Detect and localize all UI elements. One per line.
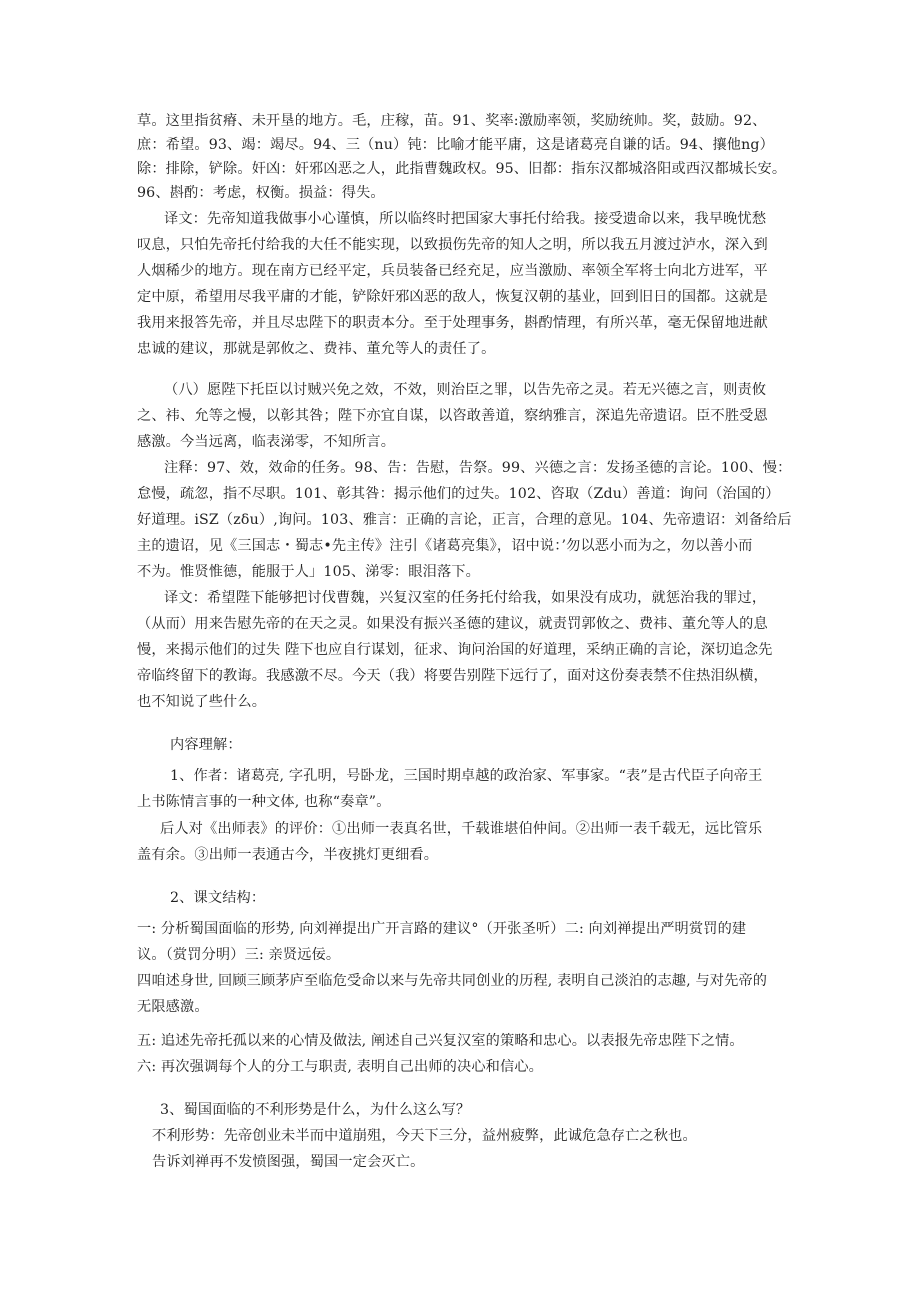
text-line: 不为。惟贤惟德，能服于人」105、涕零：眼泪落下。 (137, 564, 480, 580)
text-line: 一: 分析蜀国面临的形势, 向刘禅提出广开言路的建议°（开张圣听）二: 向刘禅提出严明赏罚的建 (137, 921, 747, 937)
text-line: 主的遗诏，见《三国志・蜀志•先主传》注引《诸葛亮集》，诏中说：’勿以恶小而为之，勿以善小而 (137, 538, 753, 554)
section-heading: 内容理解： (170, 737, 242, 753)
text-line: 四咱述身世, 回顾三顾茅庐至临危受命以来与先帝共同创业的历程, 表明自己淡泊的志趣, 与对先帝的 (137, 973, 768, 989)
text-line: 草。这里指贫瘠、未开垦的地方。毛，庄稼，苗。91、奖率:激励率领，奖励统帅。奖，鼓励。92、 (137, 113, 767, 129)
text-line: 注释：97、效，效命的任务。98、告：告慰，告祭。99、兴德之言：发扬圣德的言论。100、慢： (164, 460, 792, 476)
text-line: 议。（赏罚分明）三: 亲贤远佞。 (137, 947, 341, 963)
text-line: 之、祎、允等之慢，以彰其咎；陛下亦宜自谋，以咨敢善道，察纳雅言，深追先帝遗诏。臣不胜受恩 (137, 408, 768, 424)
text-line: 1、作者：诸葛亮, 字孔明，号卧龙，三国时期卓越的政治家、军事家。“表”是古代臣子向帝王 (170, 768, 763, 784)
section-heading: 3、蜀国面临的不利形势是什么，为什么这么写？ (160, 1102, 471, 1118)
text-line: 译文：希望陛下能够把讨伐曹魏，兴复汉室的任务托付给我，如果没有成功，就惩治我的罪过， (164, 590, 767, 606)
text-line: 怠慢，疏忽，指不尽职。101、彰其咎：揭示他们的过失。102、咨取（Zdu）善道：询问（治国的） (137, 486, 780, 502)
text-line: 上书陈情言事的一种文体, 也称“奏章”。 (137, 794, 391, 810)
text-line: （八）愿陛下托臣以讨贼兴免之效，不效，则治臣之罪，以告先帝之灵。若无兴德之言，则责攸 (164, 382, 767, 398)
text-line: 人烟稀少的地方。现在南方已经平定，兵员装备已经充足，应当激励、率领全军将士向北方进军，平 (137, 263, 768, 279)
text-line: 我用来报答先帝，并且尽忠陛下的职责本分。至于处理事务，斟酌情理，有所兴革，毫无保留地进献 (137, 315, 768, 331)
text-line: 叹息，只怕先帝托付给我的大任不能实现，以致损伤先帝的知人之明，所以我五月渡过泸水，深入到 (137, 237, 768, 253)
text-line: 庶：希望。93、竭：竭尽。94、三（nu）钝：比喻才能平庸，这是诸葛亮自谦的话。94、攘他ng） (137, 137, 774, 153)
text-line: 告诉刘禅再不发愤图强，蜀国一定会灭亡。 (152, 1154, 425, 1170)
text-line: （从而）用来告慰先帝的在天之灵。如果没有振兴圣德的建议，就责罚郭攸之、费祎、董允等人的息 (137, 616, 768, 632)
text-line: 96、斟酌：考虑，权衡。损益：得失。 (137, 185, 385, 201)
text-line: 定中原，希望用尽我平庸的才能，铲除奸邪凶恶的敌人，恢复汉朝的基业，回到旧日的国都。这就是 (137, 289, 768, 305)
section-heading: 2、课文结构： (170, 890, 266, 906)
text-line: 帝临终留下的教诲。我感激不尽。今天（我）将要告别陛下远行了，面对这份奏表禁不住热泪纵横， (137, 668, 768, 684)
text-line: 慢，来揭示他们的过失 陛下也应自行谋划，征求、询问治国的好道理，采纳正确的言论，深切追念先 (137, 642, 773, 658)
text-line: 五: 追述先帝托孤以来的心情及做法, 阐述自己兴复汉室的策略和忠心。以表报先帝忠陛下之情。 (137, 1033, 744, 1049)
text-line: 译文：先帝知道我做事小心谨慎，所以临终时把国家大事托付给我。接受遗命以来，我早晚忧愁 (164, 211, 767, 227)
text-line: 六: 再次强调每个人的分工与职责, 表明自己出师的决心和信心。 (137, 1059, 544, 1075)
text-line: 盖有余。③出师一表通古今，半夜挑灯更细看。 (137, 847, 439, 863)
text-line: 除：排除，铲除。奸凶：奸邪凶恶之人，此指曹魏政权。95、旧都：指东汉都城洛阳或西汉都城长安。 (137, 161, 787, 177)
text-line: 无限感激。 (137, 999, 209, 1015)
text-line: 不利形势：先帝创业未半而中道崩殂，今天下三分，益州疲弊，此诚危急存亡之秋也。 (152, 1128, 697, 1144)
text-line: 忠诚的建议，那就是郭攸之、费祎、董允等人的责任了。 (137, 341, 496, 357)
text-line: 好道理。iSZ（zδu）,询问。103、雅言：正确的言论，正言，合理的意见。104、先帝遗诏：刘备给后 (137, 512, 792, 528)
text-line: 后人对《出师表》的评价：①出师一表真名世，千载谁堪伯仲间。②出师一表千载无，远比管乐 (160, 821, 763, 837)
text-line: 感激。今当远离，临表涕零，不知所言。 (137, 434, 396, 450)
text-line: 也不知说了些什么。 (137, 694, 267, 710)
